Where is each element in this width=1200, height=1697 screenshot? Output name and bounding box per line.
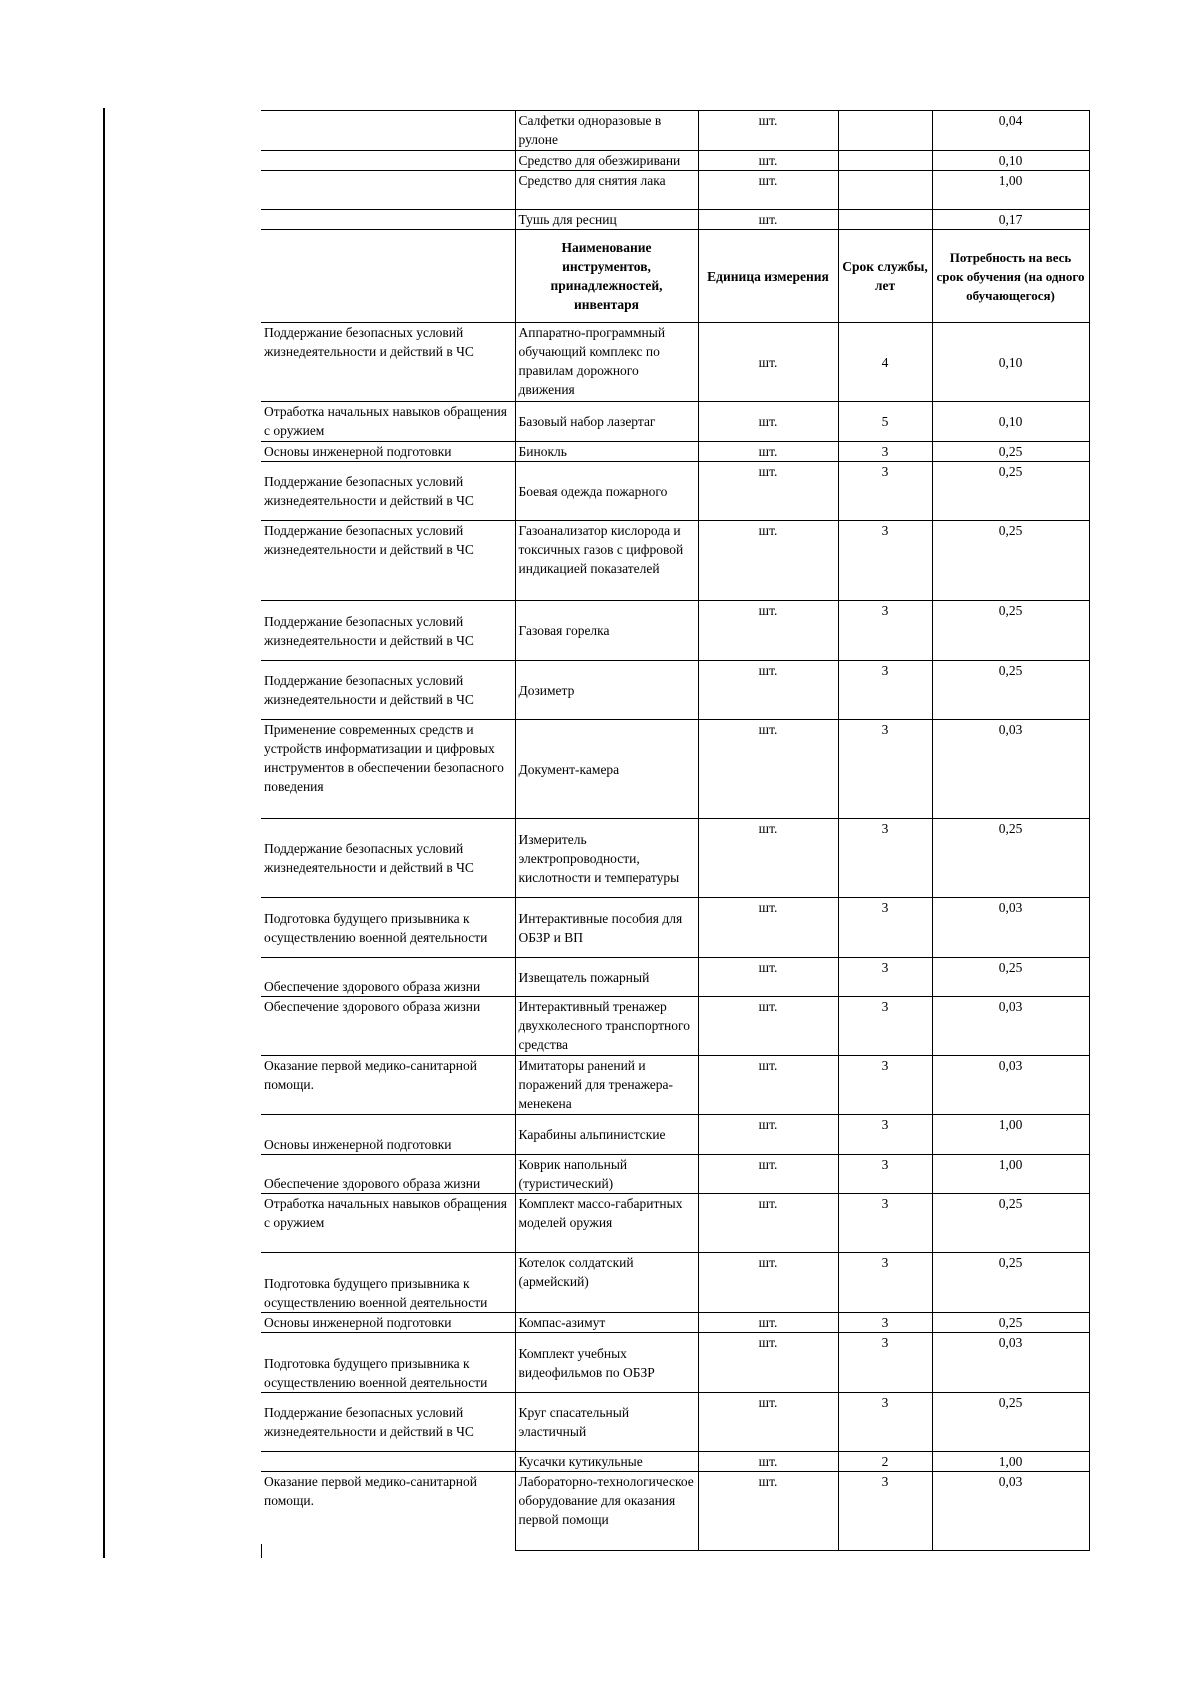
unit-cell: шт. [698, 1253, 838, 1313]
life-cell: 3 [838, 1393, 932, 1452]
unit-cell: шт. [698, 997, 838, 1056]
table-row [261, 1393, 1089, 1452]
unit-cell: шт. [698, 1333, 838, 1393]
table-row [261, 1155, 1089, 1194]
header-item: Наименование инструментов, принадлежностей, инвентаря [515, 230, 698, 323]
item-cell: Комплект учебных видеофильмов по ОБЗР [515, 1333, 698, 1393]
life-cell: 3 [838, 997, 932, 1056]
life-cell: 3 [838, 1056, 932, 1115]
unit-cell: шт. [698, 720, 838, 819]
function-cell: Оказание первой медико-санитарной помощи. [261, 1056, 515, 1115]
function-cell: Основы инженерной подготовки [261, 442, 515, 462]
need-cell: 0,25 [932, 442, 1089, 462]
function-cell: Основы инженерной подготовки [261, 1115, 515, 1155]
unit-cell: шт. [698, 521, 838, 601]
header-need: Потребность на весь срок обучения (на одного обучающегося) [932, 230, 1089, 323]
table-row [261, 462, 1089, 521]
need-cell: 0,25 [932, 1393, 1089, 1452]
table-row [261, 1115, 1089, 1155]
need-cell: 1,00 [932, 1115, 1089, 1155]
table-row [261, 171, 1089, 210]
table-row [261, 402, 1089, 442]
table-row [261, 111, 1089, 151]
item-cell: Дозиметр [515, 661, 698, 720]
need-cell: 0,25 [932, 521, 1089, 601]
table-row [261, 210, 1089, 230]
function-cell: Отработка начальных навыков обращения с оружием [261, 1194, 515, 1253]
item-cell: Имитаторы ранений и поражений для тренажера-менекена [515, 1056, 698, 1115]
header-function-cell [261, 230, 515, 323]
function-cell: Обеспечение здорового образа жизни [261, 997, 515, 1056]
unit-cell: шт. [698, 462, 838, 521]
unit-cell: шт. [698, 323, 838, 402]
unit-cell: шт. [698, 819, 838, 898]
unit-cell: шт. [698, 1393, 838, 1452]
unit-cell: шт. [698, 111, 838, 151]
equipment-table [261, 110, 1090, 1551]
unit-cell: шт. [698, 1452, 838, 1472]
life-cell [838, 171, 932, 210]
need-cell: 0,03 [932, 1056, 1089, 1115]
life-cell [838, 151, 932, 171]
unit-cell: шт. [698, 1115, 838, 1155]
need-cell: 0,25 [932, 1313, 1089, 1333]
item-cell: Лабораторно-технологическое оборудование для оказания первой помощи [515, 1472, 698, 1551]
need-cell: 0,03 [932, 898, 1089, 958]
table-row [261, 1253, 1089, 1313]
item-cell: Интерактивный тренажер двухколесного транспортного средства [515, 997, 698, 1056]
need-cell: 0,25 [932, 1194, 1089, 1253]
function-cell: Поддержание безопасных условий жизнедеятельности и действий в ЧС [261, 661, 515, 720]
unit-cell: шт. [698, 442, 838, 462]
need-cell: 0,04 [932, 111, 1089, 151]
life-cell [838, 210, 932, 230]
need-cell: 0,03 [932, 1333, 1089, 1393]
item-cell: Карабины альпинистские [515, 1115, 698, 1155]
life-cell: 3 [838, 1155, 932, 1194]
item-cell: Аппаратно-программный обучающий комплекс по правилам дорожного движения [515, 323, 698, 402]
life-cell: 2 [838, 1452, 932, 1472]
table-row [261, 898, 1089, 958]
function-cell: Подготовка будущего призывника к осуществлению военной деятельности [261, 1333, 515, 1393]
item-cell: Круг спасательный эластичный [515, 1393, 698, 1452]
need-cell: 1,00 [932, 1452, 1089, 1472]
function-cell: Обеспечение здорового образа жизни [261, 958, 515, 997]
unit-cell: шт. [698, 210, 838, 230]
need-cell: 1,00 [932, 171, 1089, 210]
item-cell: Газовая горелка [515, 601, 698, 661]
left-margin-rule [103, 108, 105, 1558]
unit-cell: шт. [698, 1472, 838, 1551]
need-cell: 0,10 [932, 323, 1089, 402]
need-cell: 0,10 [932, 402, 1089, 442]
life-cell: 5 [838, 402, 932, 442]
need-cell: 0,25 [932, 819, 1089, 898]
function-cell: Отработка начальных навыков обращения с оружием [261, 402, 515, 442]
function-cell: Поддержание безопасных условий жизнедеятельности и действий в ЧС [261, 521, 515, 601]
function-cell [261, 171, 515, 210]
item-cell: Котелок солдатский (армейский) [515, 1253, 698, 1313]
item-cell: Газоанализатор кислорода и токсичных газов с цифровой индикацией показателей [515, 521, 698, 601]
life-cell: 3 [838, 442, 932, 462]
function-cell: Подготовка будущего призывника к осуществлению военной деятельности [261, 898, 515, 958]
header-life: Срок службы, лет [838, 230, 932, 323]
item-cell: Боевая одежда пожарного [515, 462, 698, 521]
item-cell: Коврик напольный (туристический) [515, 1155, 698, 1194]
function-cell [261, 151, 515, 171]
life-cell: 3 [838, 1253, 932, 1313]
function-cell: Оказание первой медико-санитарной помощи. [261, 1472, 515, 1551]
need-cell: 0,10 [932, 151, 1089, 171]
item-cell: Интерактивные пособия для ОБЗР и ВП [515, 898, 698, 958]
need-cell: 0,25 [932, 601, 1089, 661]
life-cell: 3 [838, 1313, 932, 1333]
item-cell: Средство для снятия лака [515, 171, 698, 210]
unit-cell: шт. [698, 958, 838, 997]
item-cell: Измеритель электропроводности, кислотности и температуры [515, 819, 698, 898]
unit-cell: шт. [698, 1313, 838, 1333]
item-cell: Извещатель пожарный [515, 958, 698, 997]
table-row [261, 1056, 1089, 1115]
unit-cell: шт. [698, 151, 838, 171]
life-cell [838, 111, 932, 151]
life-cell: 3 [838, 1194, 932, 1253]
function-cell [261, 210, 515, 230]
unit-cell: шт. [698, 171, 838, 210]
table-row [261, 720, 1089, 819]
table-row [261, 819, 1089, 898]
item-cell: Салфетки одноразовые в рулоне [515, 111, 698, 151]
table-row [261, 1472, 1089, 1551]
table-row [261, 601, 1089, 661]
function-cell: Поддержание безопасных условий жизнедеятельности и действий в ЧС [261, 323, 515, 402]
need-cell: 0,03 [932, 1472, 1089, 1551]
function-cell: Поддержание безопасных условий жизнедеятельности и действий в ЧС [261, 462, 515, 521]
table-row [261, 521, 1089, 601]
function-cell: Применение современных средств и устройств информатизации и цифровых инструментов в обеспечении безопасного поведения [261, 720, 515, 819]
life-cell: 4 [838, 323, 932, 402]
table-row [261, 958, 1089, 997]
life-cell: 3 [838, 1472, 932, 1551]
function-cell [261, 111, 515, 151]
life-cell: 3 [838, 521, 932, 601]
table-row [261, 1194, 1089, 1253]
unit-cell: шт. [698, 1056, 838, 1115]
unit-cell: шт. [698, 1155, 838, 1194]
life-cell: 3 [838, 898, 932, 958]
need-cell: 0,25 [932, 462, 1089, 521]
table-row [261, 1452, 1089, 1472]
item-cell: Компас-азимут [515, 1313, 698, 1333]
item-cell: Кусачки кутикульные [515, 1452, 698, 1472]
unit-cell: шт. [698, 601, 838, 661]
need-cell: 0,03 [932, 720, 1089, 819]
table-row [261, 1313, 1089, 1333]
item-cell: Документ-камера [515, 720, 698, 819]
life-cell: 3 [838, 958, 932, 997]
item-cell: Комплект массо-габаритных моделей оружия [515, 1194, 698, 1253]
need-cell: 0,25 [932, 1253, 1089, 1313]
life-cell: 3 [838, 601, 932, 661]
life-cell: 3 [838, 1333, 932, 1393]
need-cell: 0,17 [932, 210, 1089, 230]
need-cell: 0,25 [932, 661, 1089, 720]
need-cell: 0,25 [932, 958, 1089, 997]
life-cell: 3 [838, 462, 932, 521]
life-cell: 3 [838, 661, 932, 720]
item-cell: Тушь для ресниц [515, 210, 698, 230]
table-row [261, 442, 1089, 462]
need-cell: 0,03 [932, 997, 1089, 1056]
function-cell: Обеспечение здорового образа жизни [261, 1155, 515, 1194]
unit-cell: шт. [698, 661, 838, 720]
table-row [261, 997, 1089, 1056]
life-cell: 3 [838, 720, 932, 819]
function-cell [261, 1452, 515, 1472]
item-cell: Средство для обезжиривани [515, 151, 698, 171]
item-cell: Бинокль [515, 442, 698, 462]
function-cell: Основы инженерной подготовки [261, 1313, 515, 1333]
unit-cell: шт. [698, 898, 838, 958]
table-row [261, 323, 1089, 402]
function-cell: Поддержание безопасных условий жизнедеятельности и действий в ЧС [261, 601, 515, 661]
function-cell: Поддержание безопасных условий жизнедеятельности и действий в ЧС [261, 819, 515, 898]
table-row [261, 151, 1089, 171]
table-left-rule-extension [261, 1544, 262, 1558]
need-cell: 1,00 [932, 1155, 1089, 1194]
unit-cell: шт. [698, 1194, 838, 1253]
function-cell: Поддержание безопасных условий жизнедеятельности и действий в ЧС [261, 1393, 515, 1452]
function-cell: Подготовка будущего призывника к осуществлению военной деятельности [261, 1253, 515, 1313]
table-row [261, 1333, 1089, 1393]
header-unit: Единица измерения [698, 230, 838, 323]
table-row [261, 661, 1089, 720]
table-header-row [261, 230, 1089, 323]
life-cell: 3 [838, 1115, 932, 1155]
item-cell: Базовый набор лазертаг [515, 402, 698, 442]
unit-cell: шт. [698, 402, 838, 442]
life-cell: 3 [838, 819, 932, 898]
